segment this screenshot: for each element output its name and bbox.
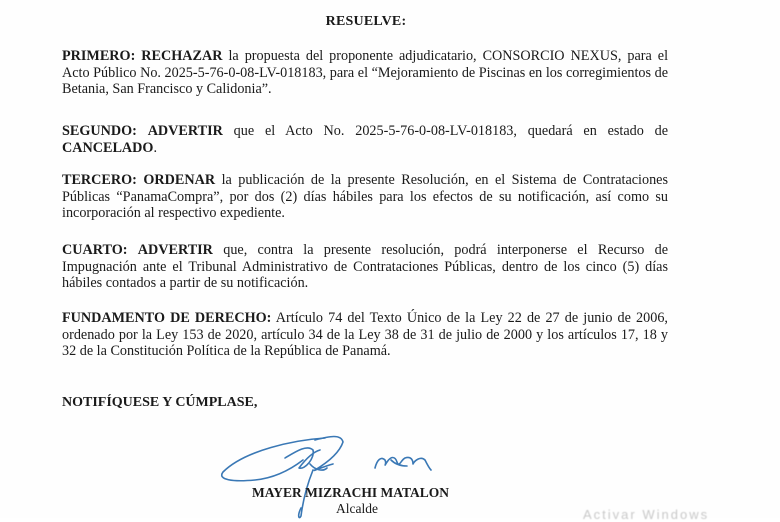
section-action: ADVERTIR: [147, 123, 223, 139]
section-action: RECHAZAR: [141, 48, 223, 64]
section-label: TERCERO:: [62, 172, 137, 188]
status-emphasis: CANCELADO: [62, 139, 154, 156]
section-text: la propuesta del proponente adjudicatario, CONSORCIO NEXUS, para el Acto Público No. 2025-5-76-0-08-LV-018183, para el “Mejoramiento de Piscinas en los corregimientos de Betania, San Francisco y Calidonia”.: [62, 48, 669, 97]
resolution-heading: RESUELVE:: [325, 14, 407, 29]
section-cuarto: [62, 242, 668, 292]
section-label: CUARTO:: [62, 242, 128, 258]
section-label: PRIMERO:: [62, 48, 136, 64]
section-text: que, contra la presente resolución, podrá interponerse el Recurso de Impugnación ante el Tribunal Administrativo de Contrataciones Públicas, dentro de los cinco (5) días hábiles contados a partir de su notificación.: [62, 242, 668, 291]
section-fundamento: [62, 310, 668, 360]
section-action: ADVERTIR: [137, 242, 213, 258]
section-label: FUNDAMENTO DE DERECHO:: [62, 310, 272, 326]
closing-formula: NOTIFÍQUESE Y CÚMPLASE,: [62, 395, 258, 410]
signer-title: Alcalde: [336, 501, 378, 516]
section-tercero: [62, 172, 668, 222]
section-primero: [62, 48, 668, 98]
activation-watermark: Activar Windows: [583, 507, 710, 522]
section-text: Artículo 74 del Texto Único de la Ley 22 de 27 de junio de 2006, ordenado por la Ley 153 de 2020, artículo 34 de la Ley 38 de 31 de julio de 2000 y los artículos 17, 18 y 32 de la Constitución Política de la República de Panamá.: [62, 310, 668, 359]
section-tail: .: [153, 139, 157, 156]
handwritten-signature-icon: [215, 430, 455, 520]
signer-name: MAYER MIZRACHI MATALON: [252, 485, 450, 500]
section-text: la publicación de la presente Resolución, en el Sistema de Contrataciones Públicas “PanamaCompra”, por dos (2) días hábiles para los efectos de su notificación, así como su incorporación al respectivo expediente.: [62, 172, 668, 221]
section-action: ORDENAR: [143, 172, 216, 188]
section-segundo: [62, 123, 668, 156]
section-text: que el Acto No. 2025-5-76-0-08-LV-018183, quedará en estado de: [222, 123, 669, 139]
section-label: SEGUNDO:: [62, 123, 137, 139]
